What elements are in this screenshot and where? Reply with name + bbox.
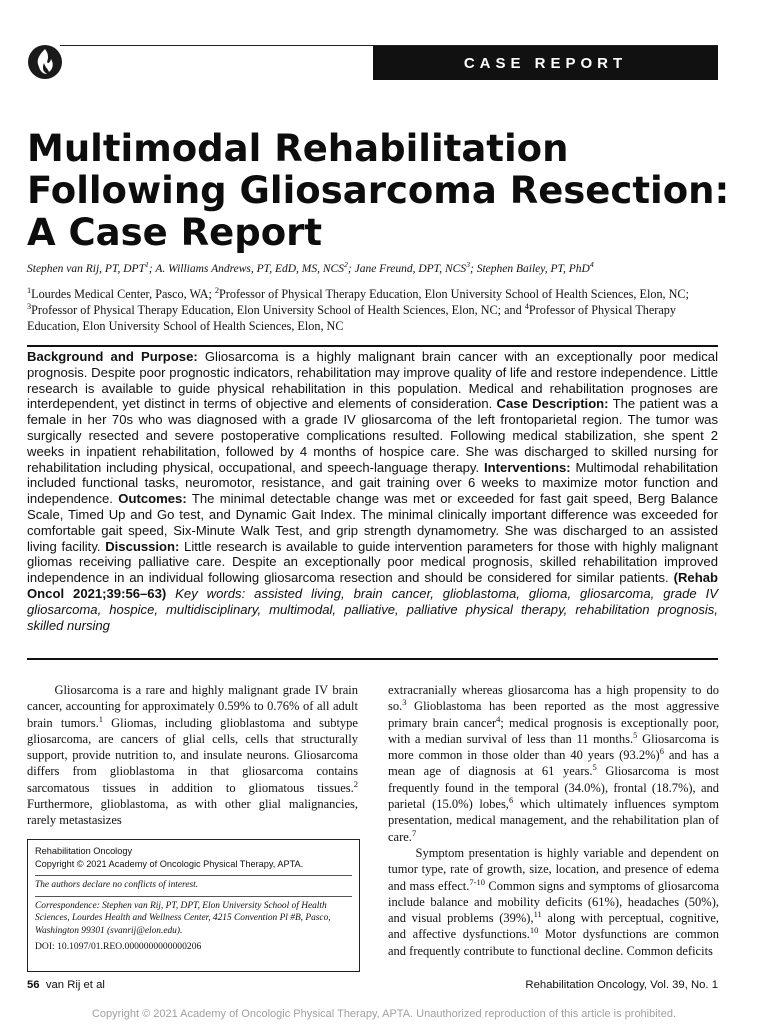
abstract-heading: Interventions: (484, 459, 571, 475)
citation-ref: 3 (402, 697, 407, 708)
citation-ref: 6 (659, 746, 664, 757)
abstract-heading: Outcomes: (118, 491, 187, 507)
abstract-heading: Background and Purpose: (27, 349, 198, 364)
infobox-divider (35, 896, 352, 897)
journal-reference: Rehabilitation Oncology, Vol. 39, No. 1 (525, 979, 718, 991)
citation-ref: 7-10 (469, 876, 485, 887)
infobox-divider (35, 875, 352, 876)
abstract: Background and Purpose: Gliosarcoma is a highly malignant brain cancer with an exceptionally poor medical prognosis. Despite poor prognostic indicators, rehabilitation may improve quality of life and restore independence. Little research is available to guide physical rehabilitation in this population. Medical and rehabilitation prognoses are interdependent, yet distinct in terms of objective and elements of consideration. Case Description: The patient was a female in her 70s who was diagnosed with a grade IV gliosarcoma of the left frontoparietal region. The tumor was surgically resected and severe postoperative complications resulted. Following medical stabilization, she spent 2 weeks in inpatient rehabilitation, followed by 4 months of hospice care. She was discharged to skilled nursing for rehabilitation including physical, occupational, and speech-language therapy. Interventions: Multimodal rehabilitation included functional tasks, neuromotor, resistance, and gait training over 6 weeks to maximize motor function and independence. Outcomes: The minimal detectable change was met or exceeded for fast gait speed, Berg Balance Scale, Timed Up and Go test, and Dynamic Gait Index. The minimal clinically important difference was exceeded for comfortable gait speed, Six-Minute Walk Test, and grip strength dynamometry. She was discharged to an assisted living facility. Discussion: Little research is available to guide intervention parameters for those with highly malignant gliomas receiving palliative care. Despite an exceptionally poor medical prognosis, skilled rehabilitation improved independence in an individual following gliosarcoma resection and should be considered for similar patients. (Rehab Oncol 2021;39:56–63) Key words: assisted living, brain cancer, glioblastoma, glioma, gliosarcoma, grade IV gliosarcoma, hospice, multidisciplinary, multimodal, palliative, palliative physical therapy, rehabilitation prognosis, skilled nursing (27, 349, 718, 633)
page-number: 56 (27, 979, 40, 991)
citation-ref: 11 (533, 909, 542, 919)
author-name: Stephen van Rij, PT, DPT (27, 263, 145, 275)
citation-ref: 5 (592, 762, 597, 773)
author-name: Stephen Bailey, PT, PhD (476, 263, 590, 275)
abstract-top-rule (27, 345, 718, 347)
running-author: van Rij et al (45, 979, 105, 991)
journal-citation: (Rehab Oncol 2021;39:56–63) (27, 570, 718, 601)
body-right-column (388, 682, 719, 959)
author-list: Stephen van Rij, PT, DPT$^1$; A. Williams Andrews, PT, EdD, MS, NCS$^2$; Jane Freund, DPT, NCS$^3$; Stephen Bailey, PT, PhD$^4$ (27, 260, 594, 275)
doi: DOI: 10.1097/01.REO.0000000000000206 (35, 941, 202, 953)
body-paragraph: extracranially whereas gliosarcoma has a high propensity to do so.$^3$ Glioblastoma has been reported as the most aggressive primary brain cancer$^4$; medical prognosis is exceptionally poor, with a median survival of less than 11 months.$^5$ Gliosarcoma is more common in those older than 40 years $(93.2\%)^6$ and has a mean age of diagnosis at 61 years.$^5$ Gliosarcoma is most frequently found in the temporal (34.0%), frontal (18.7%), and parietal (15.0%) lobes,$^6$ which ultimately influences symptom presentation, medical management, and the rehabilitation plan of care.$^7$ (388, 683, 720, 844)
citation-ref: 2 (353, 778, 358, 789)
conflict-statement: The authors declare no conflicts of interest. (35, 880, 199, 890)
author-name: Jane Freund, DPT, NCS (354, 263, 467, 275)
copyright-notice: Copyright © 2021 Academy of Oncologic Physical Therapy, APTA. Unauthorized reproduction of this article is prohibited. (91, 1008, 677, 1020)
keywords: Key words: assisted living, brain cancer, glioblastoma, glioma, gliosarcoma, grade IV gliosarcoma, hospice, multidisciplinary, multimodal, palliative, palliative physical therapy, rehabilitation prognosis, skilled nursing (27, 585, 718, 633)
body-paragraph: Gliosarcoma is a rare and highly malignant grade IV brain cancer, accounting for approximately 0.59% to 0.76% of all adult brain tumors.$^1$ Gliomas, including glioblastoma and subtype gliosarcoma, are cancers of glial cells, cells that structurally support, provide nutrition to, and insulate neurons. Gliosarcoma differs from glioblastoma in that gliosarcoma contains sarcomatous tissues in addition to gliomatous tissues.$^2$ Furthermore, glioblastoma, as with other glial malignancies, rarely metastasizes (27, 683, 358, 828)
citation-ref: 10 (529, 925, 539, 936)
journal-name: Rehabilitation Oncology (35, 846, 133, 856)
abstract-heading: Case Description: (496, 396, 609, 412)
author-name: A. Williams Andrews, PT, EdD, MS, NCS (155, 263, 344, 275)
body-paragraph: Symptom presentation is highly variable and dependent on tumor type, rate of growth, size, location, and presence of edema and mass effect.$^{7-10}$ Common signs and symptoms of gliosarcoma include balance and mobility deficits (61%), headaches (50%), and visual problems (39%),$^{11}$ along with perceptual, cognitive, and affective dysfunctions.$^{10}$ Motor dysfunctions are common and frequently contribute to functional decline. Common deficits (388, 845, 720, 958)
citation-ref: 6 (508, 794, 514, 805)
page-footer-left (27, 979, 105, 991)
article-info-box (27, 839, 360, 972)
citation-ref: 4 (496, 713, 501, 724)
article-title: Multimodal Rehabilitation Following Gliosarcoma Resection: A Case Report (27, 127, 730, 254)
copyright-line: Copyright © 2021 Academy of Oncologic Physical Therapy, APTA. (35, 859, 304, 869)
affiliations: $^1$Lourdes Medical Center, Pasco, WA; $^2$Professor of Physical Therapy Education, Elon University School of Health Sciences, Elon, NC; $^3$Professor of Physical Therapy Education, Elon University School of Health Sciences, Elon, NC; and $^4$Professor of Physical Therapy Education, Elon University School of Health Sciences, Elon, NC (27, 285, 689, 333)
citation-ref: 5 (633, 729, 638, 740)
abstract-heading: Discussion: (105, 538, 180, 554)
citation-ref: 1 (98, 713, 103, 724)
abstract-bottom-rule (27, 658, 718, 660)
section-label: CASE REPORT (373, 46, 718, 80)
flame-logo-icon (27, 44, 63, 80)
correspondence: Correspondence: Stephen van Rij, PT, DPT, Elon University School of Health Sciences, Lourdes Health and Wellness Center, 4215 Convention Pl #B, Pasco, Washington 99301 (svanrij@elon.edu). (35, 900, 331, 936)
citation-ref: 7 (411, 827, 417, 838)
